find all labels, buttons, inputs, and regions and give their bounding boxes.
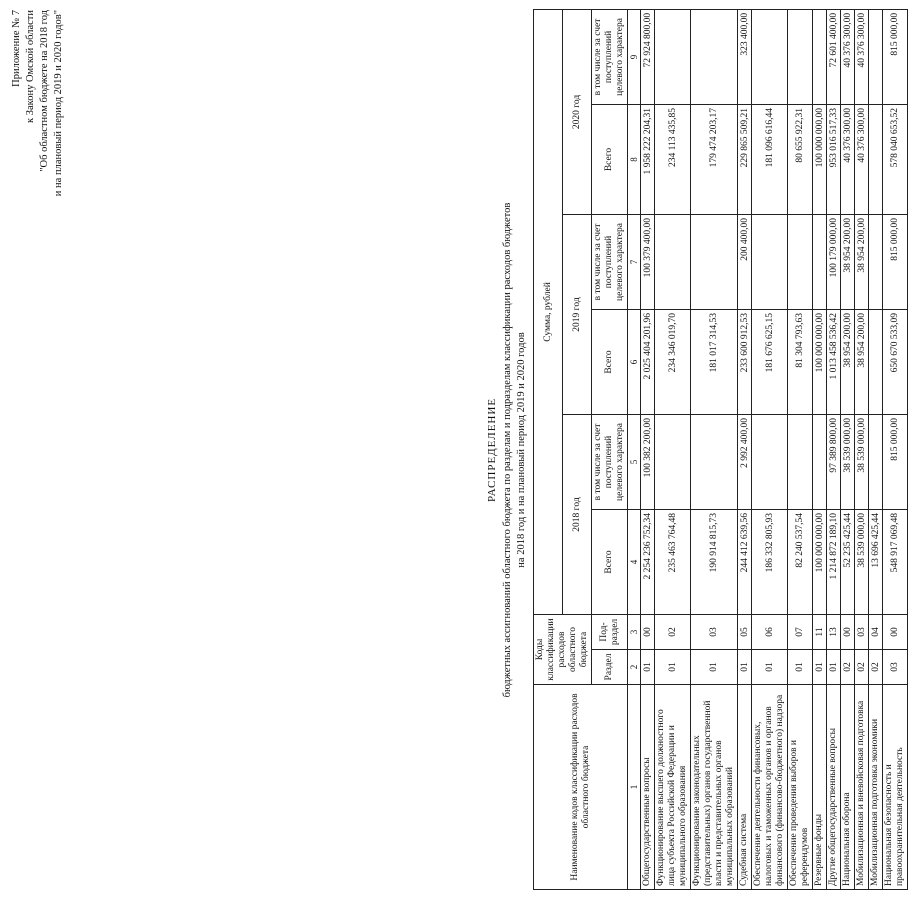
row-targeted-2019 [691, 215, 738, 310]
budget-table [533, 9, 908, 890]
appendix-line-1: Приложение № 7 [11, 10, 22, 87]
appendix-line-3: "Об областном бюджете на 2018 год [39, 10, 50, 172]
row-total-2020: 80 655 922,31 [788, 105, 813, 215]
appendix-line-4: и на плановый период 2019 и 2020 годов" [53, 10, 64, 197]
header-total-2019: Всего [592, 310, 628, 415]
row-total-2018: 548 917 069,48 [883, 510, 908, 615]
row-section-code: 03 [883, 650, 908, 685]
row-total-2018: 235 463 764,48 [655, 510, 691, 615]
row-targeted-2019: 100 379 400,00 [641, 215, 655, 310]
table-row [827, 9, 841, 889]
row-targeted-2020: 40 376 300,00 [841, 9, 855, 104]
header-year-2019: 2019 год [563, 215, 592, 415]
row-total-2018: 244 412 639,56 [738, 510, 752, 615]
row-total-2020: 40 376 300,00 [841, 105, 855, 215]
table-row [813, 9, 827, 889]
header-year-2020: 2020 год [563, 9, 592, 214]
row-targeted-2020 [691, 9, 738, 104]
document-subtitle: бюджетных ассигнований областного бюджета по разделам и подразделам классификации расходов бюджетов [502, 202, 513, 698]
row-name: Обеспечение проведения выборов и референдумов [788, 685, 813, 890]
header-targeted-2020: в том числе за счет поступлений целевого характера [592, 9, 628, 104]
row-section-code: 01 [691, 650, 738, 685]
row-targeted-2018: 38 539 000,00 [841, 415, 855, 510]
row-subsection-code: 13 [827, 615, 841, 650]
row-total-2019: 181 676 625,15 [752, 310, 788, 415]
row-targeted-2019: 38 954 200,00 [841, 215, 855, 310]
row-targeted-2019 [752, 215, 788, 310]
row-name: Судебная система [738, 685, 752, 890]
row-total-2020: 179 474 203,17 [691, 105, 738, 215]
appendix-line-2: к Закону Омской области [25, 10, 36, 124]
row-total-2018: 190 914 815,73 [691, 510, 738, 615]
row-subsection-code: 03 [855, 615, 869, 650]
table-row [869, 9, 883, 889]
row-subsection-code: 05 [738, 615, 752, 650]
row-total-2020: 181 096 616,44 [752, 105, 788, 215]
document-title: РАСПРЕДЕЛЕНИЕ [486, 397, 498, 503]
row-subsection-code: 07 [788, 615, 813, 650]
row-targeted-2020: 72 601 400,00 [827, 9, 841, 104]
row-total-2019: 38 954 200,00 [855, 310, 869, 415]
row-targeted-2019: 100 179 000,00 [827, 215, 841, 310]
row-total-2020: 578 040 653,52 [883, 105, 908, 215]
table-row [883, 9, 908, 889]
rotated-document-page [10, 10, 905, 890]
row-total-2018: 186 332 805,93 [752, 510, 788, 615]
row-name: Мобилизационная и вневойсковая подготовка [855, 685, 869, 890]
table-row [752, 9, 788, 889]
row-section-code: 01 [655, 650, 691, 685]
row-targeted-2018 [788, 415, 813, 510]
row-targeted-2020: 72 924 800,00 [641, 9, 655, 104]
row-name: Национальная оборона [841, 685, 855, 890]
row-targeted-2020: 323 400,00 [738, 9, 752, 104]
row-section-code: 01 [827, 650, 841, 685]
row-section-code: 01 [738, 650, 752, 685]
row-total-2020: 100 000 000,00 [813, 105, 827, 215]
row-targeted-2020 [813, 9, 827, 104]
row-total-2018: 2 254 236 752,34 [641, 510, 655, 615]
row-total-2018: 52 235 425,44 [841, 510, 855, 615]
row-targeted-2019 [869, 215, 883, 310]
header-subsection: Под-раздел [592, 615, 628, 650]
row-total-2019: 650 670 533,09 [883, 310, 908, 415]
row-subsection-code: 00 [841, 615, 855, 650]
row-total-2019: 233 600 912,53 [738, 310, 752, 415]
col-number: 2 [628, 650, 641, 685]
header-codes: Коды классификации расходов областного бюджета [534, 615, 592, 685]
row-targeted-2019: 815 000,00 [883, 215, 908, 310]
header-sum: Сумма, рублей [534, 9, 563, 614]
col-number: 8 [628, 105, 641, 215]
row-name: Функционирование высшего должностного лица субъекта Российской Федерации и муниципального образования [655, 685, 691, 890]
row-subsection-code: 04 [869, 615, 883, 650]
row-total-2019: 81 304 793,63 [788, 310, 813, 415]
row-targeted-2019: 38 954 200,00 [855, 215, 869, 310]
row-total-2020 [869, 105, 883, 215]
row-total-2020: 1 958 222 204,31 [641, 105, 655, 215]
row-name: Функционирование законодательных (представительных) органов государственной власти и представительных органов муниципальных образований [691, 685, 738, 890]
row-total-2020: 953 016 517,33 [827, 105, 841, 215]
row-targeted-2019 [788, 215, 813, 310]
row-section-code: 01 [752, 650, 788, 685]
header-name: Наименование кодов классификации расходов областного бюджета [534, 685, 628, 890]
row-targeted-2019: 200 400,00 [738, 215, 752, 310]
col-number: 7 [628, 215, 641, 310]
row-total-2018: 82 240 537,54 [788, 510, 813, 615]
row-total-2019: 234 346 019,70 [655, 310, 691, 415]
row-section-code: 01 [788, 650, 813, 685]
row-subsection-code: 02 [655, 615, 691, 650]
row-name: Общегосударственные вопросы [641, 685, 655, 890]
row-targeted-2020 [655, 9, 691, 104]
header-section: Раздел [592, 650, 628, 685]
row-targeted-2020 [788, 9, 813, 104]
row-total-2020: 234 113 435,85 [655, 105, 691, 215]
table-row [841, 9, 855, 889]
column-number-row [628, 9, 641, 889]
row-subsection-code: 03 [691, 615, 738, 650]
row-targeted-2020: 40 376 300,00 [855, 9, 869, 104]
row-targeted-2019 [655, 215, 691, 310]
row-section-code: 01 [813, 650, 827, 685]
row-targeted-2018 [813, 415, 827, 510]
col-number: 9 [628, 9, 641, 104]
row-total-2018: 38 539 000,00 [855, 510, 869, 615]
row-targeted-2018 [752, 415, 788, 510]
row-total-2020: 229 865 509,21 [738, 105, 752, 215]
row-total-2019: 2 025 404 201,96 [641, 310, 655, 415]
row-total-2018: 13 696 425,44 [869, 510, 883, 615]
header-total-2018: Всего [592, 510, 628, 615]
row-section-code: 02 [855, 650, 869, 685]
row-name: Обеспечение деятельности финансовых, налоговых и таможенных органов и органов финансового (финансово-бюджетного) надзора [752, 685, 788, 890]
appendix-note [10, 10, 66, 196]
row-total-2019 [869, 310, 883, 415]
row-targeted-2018: 38 539 000,00 [855, 415, 869, 510]
header-targeted-2018: в том числе за счет поступлений целевого характера [592, 415, 628, 510]
header-year-2018: 2018 год [563, 415, 592, 615]
row-targeted-2018: 815 000,00 [883, 415, 908, 510]
col-number: 4 [628, 510, 641, 615]
row-section-code: 01 [641, 650, 655, 685]
row-targeted-2018 [655, 415, 691, 510]
row-targeted-2018 [869, 415, 883, 510]
col-number: 6 [628, 310, 641, 415]
row-total-2019: 100 000 000,00 [813, 310, 827, 415]
table-row [641, 9, 655, 889]
row-targeted-2020 [869, 9, 883, 104]
row-name: Другие общегосударственные вопросы [827, 685, 841, 890]
row-targeted-2020: 815 000,00 [883, 9, 908, 104]
row-total-2019: 38 954 200,00 [841, 310, 855, 415]
row-total-2020: 40 376 300,00 [855, 105, 869, 215]
row-name: Национальная безопасность и правоохранительная деятельность [883, 685, 908, 890]
header-targeted-2019: в том числе за счет поступлений целевого характера [592, 215, 628, 310]
row-subsection-code: 11 [813, 615, 827, 650]
table-row [788, 9, 813, 889]
document-period: на 2018 год и на плановый период 2019 и 2020 годов [516, 332, 527, 568]
row-name: Резервные фонды [813, 685, 827, 890]
table-row [738, 9, 752, 889]
row-targeted-2018: 100 382 200,00 [641, 415, 655, 510]
row-targeted-2019 [813, 215, 827, 310]
row-subsection-code: 06 [752, 615, 788, 650]
row-total-2018: 1 214 872 189,10 [827, 510, 841, 615]
row-name: Мобилизационная подготовка экономики [869, 685, 883, 890]
row-total-2019: 1 013 458 536,42 [827, 310, 841, 415]
col-number: 3 [628, 615, 641, 650]
row-subsection-code: 00 [641, 615, 655, 650]
col-number: 5 [628, 415, 641, 510]
row-targeted-2018: 97 389 800,00 [827, 415, 841, 510]
row-subsection-code: 00 [883, 615, 908, 650]
table-row [855, 9, 869, 889]
row-total-2019: 181 017 314,53 [691, 310, 738, 415]
row-section-code: 02 [869, 650, 883, 685]
row-targeted-2018 [691, 415, 738, 510]
col-number: 1 [628, 685, 641, 890]
header-total-2020: Всего [592, 105, 628, 215]
row-targeted-2018: 2 992 400,00 [738, 415, 752, 510]
row-targeted-2020 [752, 9, 788, 104]
row-total-2018: 100 000 000,00 [813, 510, 827, 615]
table-row [691, 9, 738, 889]
row-section-code: 02 [841, 650, 855, 685]
table-row [655, 9, 691, 889]
